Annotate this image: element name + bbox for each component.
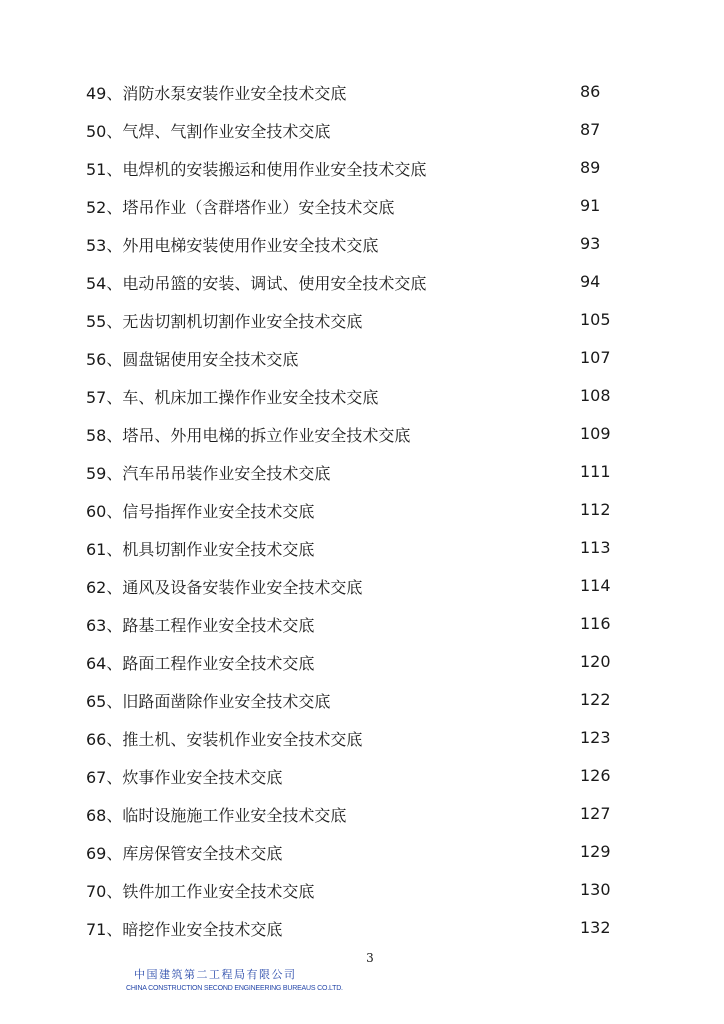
toc-entry-title: 56、圆盘锯使用安全技术交底 [86,350,299,369]
toc-entry[interactable] [86,308,626,346]
toc-entry-title: 60、信号指挥作业安全技术交底 [86,502,315,521]
toc-entry[interactable] [86,574,626,612]
toc-entry-page: 126 [580,766,611,785]
company-footer [126,966,343,992]
toc-entry-page: 93 [580,234,601,253]
toc-entry-page: 109 [580,424,611,443]
toc-entry-title: 52、塔吊作业（含群塔作业）安全技术交底 [86,198,395,217]
toc-entry-title: 59、汽车吊吊装作业安全技术交底 [86,464,331,483]
toc-entry-page: 130 [580,880,611,899]
toc-entry[interactable] [86,916,626,954]
toc-entry-title: 58、塔吊、外用电梯的拆立作业安全技术交底 [86,426,411,445]
toc-entry-title: 65、旧路面凿除作业安全技术交底 [86,692,331,711]
toc-entry-page: 127 [580,804,611,823]
toc-entry-page: 107 [580,348,611,367]
toc-entry[interactable] [86,726,626,764]
toc-entry-title: 69、库房保管安全技术交底 [86,844,283,863]
toc-entry-page: 113 [580,538,611,557]
toc-entry-page: 87 [580,120,601,139]
toc-entry-page: 105 [580,310,611,329]
toc-entry-page: 114 [580,576,611,595]
toc-entry[interactable] [86,422,626,460]
toc-entry-title: 57、车、机床加工操作作业安全技术交底 [86,388,379,407]
toc-entry-title: 55、无齿切割机切割作业安全技术交底 [86,312,363,331]
toc-entry[interactable] [86,536,626,574]
toc-entry-page: 116 [580,614,611,633]
toc-entry-page: 120 [580,652,611,671]
company-name-cn: 中国建筑第二工程局有限公司 [134,968,297,981]
toc-entry-title: 51、电焊机的安装搬运和使用作业安全技术交底 [86,160,427,179]
toc-entry-title: 63、路基工程作业安全技术交底 [86,616,315,635]
toc-entry-page: 129 [580,842,611,861]
company-name-en: CHINA CONSTRUCTION SECOND ENGINEERING BUREAUS CO.LTD. [126,985,343,992]
toc-entry[interactable] [86,156,626,194]
toc-entry-title: 70、铁件加工作业安全技术交底 [86,882,315,901]
toc-entry-title: 66、推土机、安装机作业安全技术交底 [86,730,363,749]
toc-entry-page: 111 [580,462,611,481]
toc-entry-title: 54、电动吊篮的安装、调试、使用安全技术交底 [86,274,427,293]
toc-entry[interactable] [86,460,626,498]
toc-entry[interactable] [86,232,626,270]
toc-entry-title: 68、临时设施施工作业安全技术交底 [86,806,347,825]
toc-entry-title: 53、外用电梯安装使用作业安全技术交底 [86,236,379,255]
toc-entry[interactable] [86,840,626,878]
toc-entry-page: 123 [580,728,611,747]
toc-entry[interactable] [86,802,626,840]
toc-entry-title: 64、路面工程作业安全技术交底 [86,654,315,673]
toc-entry[interactable] [86,688,626,726]
table-of-contents [86,80,626,954]
toc-entry[interactable] [86,346,626,384]
toc-entry-title: 67、炊事作业安全技术交底 [86,768,283,787]
toc-entry-title: 61、机具切割作业安全技术交底 [86,540,315,559]
toc-entry[interactable] [86,384,626,422]
toc-entry[interactable] [86,650,626,688]
toc-entry[interactable] [86,118,626,156]
toc-entry-page: 89 [580,158,601,177]
toc-entry-title: 50、气焊、气割作业安全技术交底 [86,122,331,141]
toc-entry-title: 62、通风及设备安装作业安全技术交底 [86,578,363,597]
toc-entry-title: 49、消防水泵安装作业安全技术交底 [86,84,347,103]
toc-entry[interactable] [86,80,626,118]
toc-entry-title: 71、暗挖作业安全技术交底 [86,920,283,939]
toc-entry-page: 132 [580,918,611,937]
page-number: 3 [366,951,374,965]
toc-entry[interactable] [86,194,626,232]
toc-entry-page: 112 [580,500,611,519]
toc-entry-page: 108 [580,386,611,405]
toc-entry[interactable] [86,498,626,536]
toc-entry[interactable] [86,612,626,650]
toc-entry[interactable] [86,878,626,916]
toc-entry[interactable] [86,270,626,308]
toc-entry[interactable] [86,764,626,802]
toc-entry-page: 91 [580,196,601,215]
toc-entry-page: 94 [580,272,601,291]
toc-entry-page: 86 [580,82,601,101]
toc-entry-page: 122 [580,690,611,709]
